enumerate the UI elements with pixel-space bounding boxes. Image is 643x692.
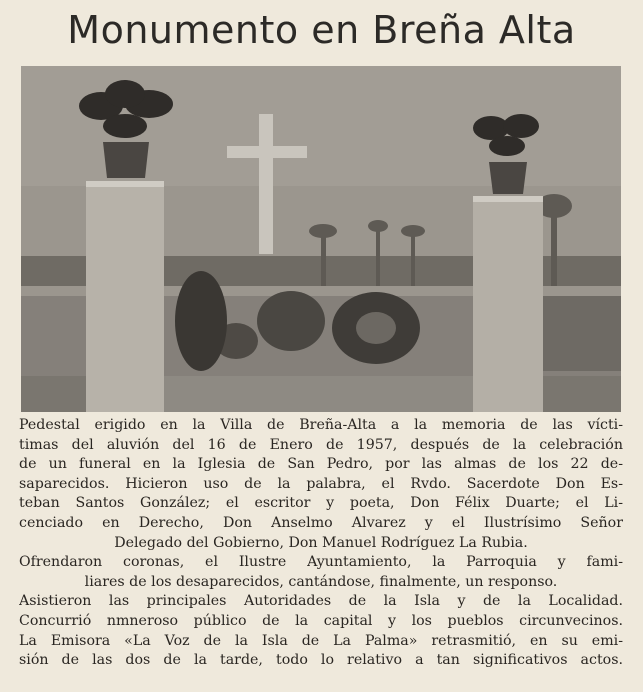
article-title: Monumento en Breña Alta (67, 8, 576, 52)
monument-photo (21, 66, 621, 412)
cross-horizontal (227, 146, 307, 158)
photo-caption (19, 416, 623, 671)
caption-line: Ofrendaron coronas, el Ilustre Ayuntamiento, la Parroquia y fami- (19, 554, 623, 571)
caption-line: La Emisora «La Voz de la Isla de La Palma» retrasmitió, en su emi- (19, 632, 623, 649)
caption-line: liares de los desaparecidos, cantándose, finalmente, un responso. (84, 573, 558, 590)
caption-line: de un funeral en la Iglesia de San Pedro, por las almas de los 22 de- (19, 456, 623, 473)
caption-line: teban Santos González; el escritor y poeta, Don Félix Duarte; el Li- (19, 495, 623, 512)
caption-line: sión de las dos de la tarde, todo lo relativo a tan significativos actos. (19, 652, 623, 669)
right-pillar (473, 196, 543, 412)
left-pillar (86, 181, 164, 412)
left-pot (103, 142, 149, 178)
caption-line: Asistieron las principales Autoridades de la Isla y de la Localidad. (19, 593, 623, 610)
caption-line: Delegado del Gobierno, Don Manuel Rodríguez La Rubia. (114, 534, 528, 551)
caption-line: Concurrió nmneroso público de la capital y los pueblos circunvecinos. (19, 612, 623, 629)
paving (164, 376, 473, 412)
right-pot (489, 162, 527, 194)
caption-line: saparecidos. Hicieron uso de la palabra, el Rvdo. Sacerdote Don Es- (19, 475, 623, 492)
caption-line: cenciado en Derecho, Don Anselmo Alvarez y el Ilustrísimo Señor (19, 514, 623, 531)
caption-line: Pedestal erigido en la Villa de Breña-Alta a la memoria de las vícti- (19, 417, 623, 433)
cross-vertical (259, 114, 273, 254)
monument-illustration (21, 66, 621, 412)
caption-line: timas del aluvión del 16 de Enero de 1957, después de la celebración (19, 436, 623, 453)
